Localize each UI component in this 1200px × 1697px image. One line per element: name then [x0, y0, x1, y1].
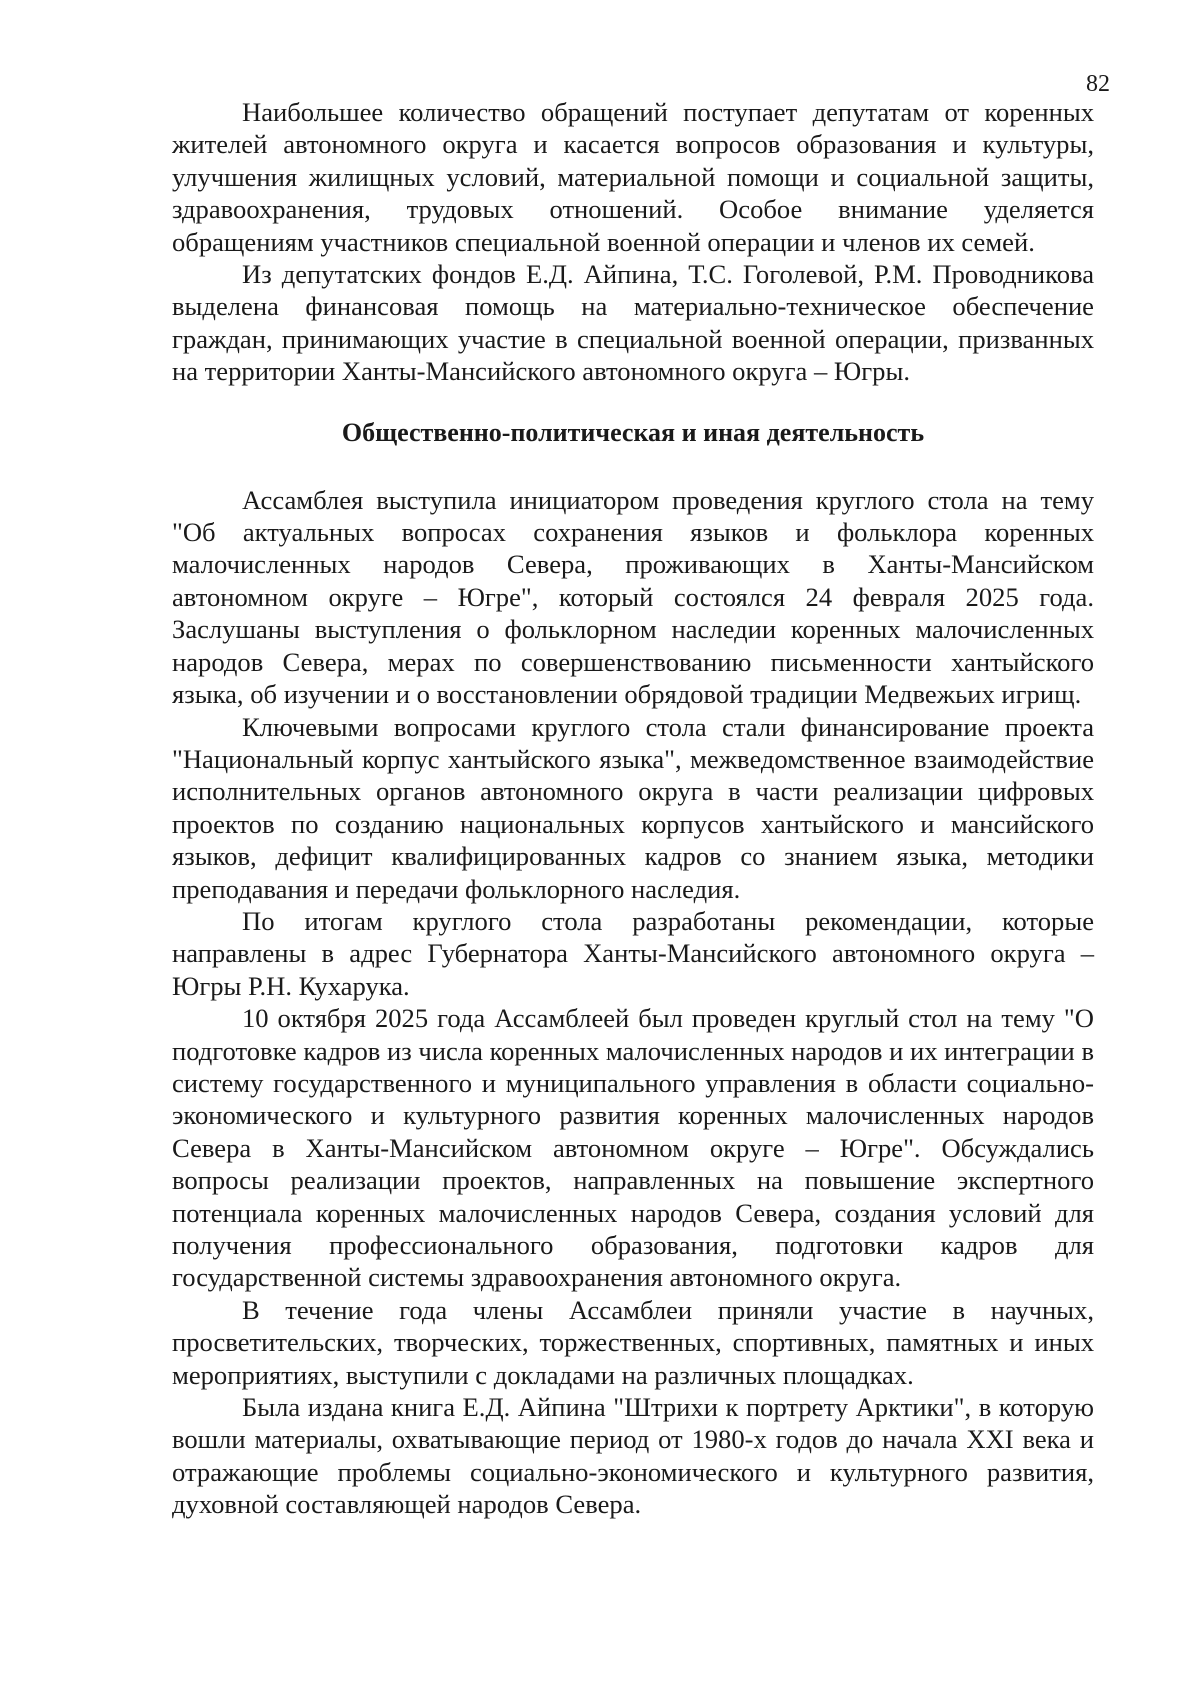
paragraph-deputy-funds: Из депутатских фондов Е.Д. Айпина, Т.С. Гоголевой, Р.М. Проводникова выделена финансовая помощь на материально-техническое обеспечение граждан, принимающих участие в специальной военной операции, призванных на территории Ханты-Мансийского автономного округа – Югры. [172, 259, 1094, 387]
paragraph-round-table-languages: Ассамблея выступила инициатором проведения круглого стола на тему "Об актуальных вопросах сохранения языков и фольклора коренных малочисленных народов Севера, проживающих в Ханты-Мансийском автономном округе – Югре", который состоялся 24 февраля 2025 года. Заслушаны выступления о фольклорном наследии коренных малочисленных народов Севера, мерах по совершенствованию письменности хантыйского языка, об изучении и о восстановлении обрядовой традиции Медвежьих игрищ. [172, 484, 1094, 710]
paragraph-round-table-personnel: 10 октября 2025 года Ассамблеей был проведен круглый стол на тему "О подготовке кадров из числа коренных малочисленных народов и их интеграции в систему государственного и муниципального управления в области социально-экономического и культурного развития коренных малочисленных народов Севера в Ханты-Мансийском автономном округе – Югре". Обсуждались вопросы реализации проектов, направленных на повышение экспертного потенциала коренных малочисленных народов Севера, создания условий для получения профессионального образования, подготовки кадров для государственной системы здравоохранения автономного округа. [172, 1003, 1094, 1293]
page-number: 82 [1086, 71, 1110, 97]
paragraph-recommendations: По итогам круглого стола разработаны рекомендации, которые направлены в адрес Губернатора Ханты-Мансийского автономного округа – Югры Р.Н. Кухарука. [172, 905, 1094, 1001]
paragraph-book-publication: Была издана книга Е.Д. Айпина "Штрихи к портрету Арктики", в которую вошли материалы, охватывающие период от 1980-х годов до начала XXI века и отражающие проблемы социально-экономического и культурного развития, духовной составляющей народов Севера. [172, 1392, 1094, 1520]
paragraph-appeals: Наибольшее количество обращений поступает депутатам от коренных жителей автономного округа и касается вопросов образования и культуры, улучшения жилищных условий, материальной помощи и социальной защиты, здравоохранения, трудовых отношений. Особое внимание уделяется обращениям участников специальной военной операции и членов их семей. [172, 97, 1094, 257]
paragraph-events-participation: В течение года члены Ассамблеи приняли участие в научных, просветительских, творческих, торжественных, спортивных, памятных и иных мероприятиях, выступили с докладами на различных площадках. [172, 1294, 1094, 1390]
section-heading: Общественно-политическая и иная деятельность [341, 417, 925, 447]
paragraph-key-issues: Ключевыми вопросами круглого стола стали финансирование проекта "Национальный корпус хантыйского языка", межведомственное взаимодействие исполнительных органов автономного округа в части реализации цифровых проектов по созданию национальных корпусов хантыйского и мансийского языков, дефицит квалифицированных кадров со знанием языка, методики преподавания и передачи фольклорного наследия. [172, 711, 1094, 904]
document-body [172, 96, 1094, 1521]
